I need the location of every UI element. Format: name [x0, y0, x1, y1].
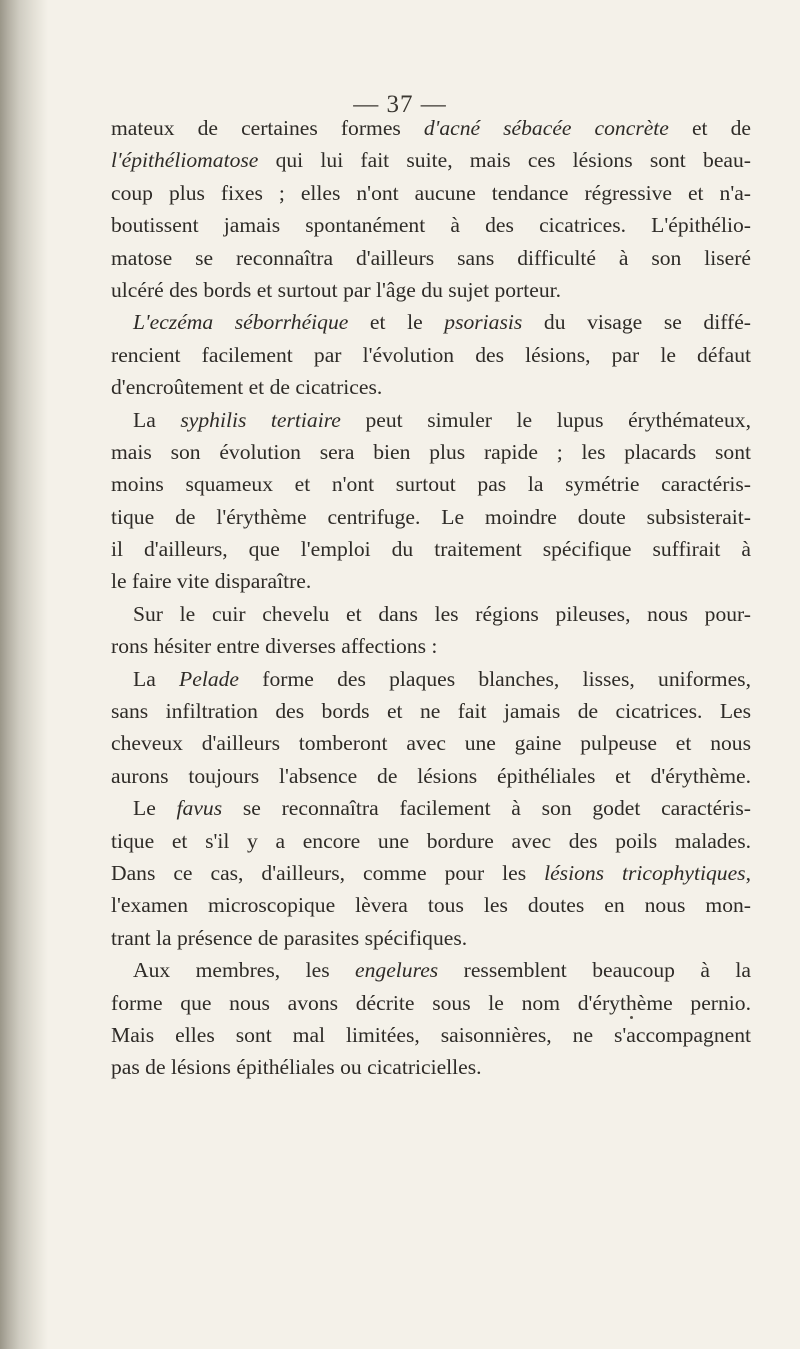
- text-line: [111, 501, 751, 533]
- text-run: Le: [133, 796, 177, 821]
- italic-term: lésions tricophytiques: [544, 860, 746, 885]
- text-line: [111, 371, 751, 403]
- text-line: [111, 436, 751, 468]
- text-run: Dans ce cas, d'ailleurs, comme pour les: [111, 860, 545, 885]
- text-run: Sur le cuir chevelu et dans les régions pileuses, nous pour-: [133, 601, 751, 626]
- text-line: [111, 760, 751, 792]
- book-spine-shadow: [0, 0, 48, 1349]
- body-text: [111, 112, 751, 1084]
- ink-speck: [630, 1016, 633, 1019]
- text-line: [111, 922, 751, 954]
- text-run: aurons toujours l'absence de lésions épithéliales et d'érythème.: [111, 763, 751, 788]
- text-run: se reconnaîtra facilement à son godet caractéris-: [222, 796, 751, 821]
- text-run: rons hésiter entre diverses affections :: [111, 634, 438, 659]
- italic-term: l'épithéliomatose: [111, 148, 259, 173]
- text-run: peut simuler le lupus érythémateux,: [340, 407, 751, 432]
- text-run: l'examen microscopique lèvera tous les doutes en nous mon-: [111, 893, 751, 918]
- text-line: [111, 1051, 751, 1083]
- text-run: rencient facilement par l'évolution des lésions, par le défaut: [111, 342, 751, 367]
- text-line: [111, 565, 751, 597]
- text-line: [111, 468, 751, 500]
- text-line: [111, 112, 751, 144]
- text-run: mais son évolution sera bien plus rapide ; les placards sont: [111, 439, 751, 464]
- text-run: il d'ailleurs, que l'emploi du traitement spécifique suffirait à: [111, 537, 751, 562]
- text-run: du visage se diffé-: [522, 310, 751, 335]
- text-line: [111, 242, 751, 274]
- text-line: [111, 792, 751, 824]
- text-line: [111, 306, 751, 338]
- text-run: et le: [348, 310, 445, 335]
- italic-term: Pelade: [179, 666, 239, 691]
- text-line: [111, 857, 751, 889]
- italic-term: d'acné sébacée concrète: [423, 116, 669, 140]
- text-line: [111, 825, 751, 857]
- text-run: forme que nous avons décrite sous le nom d'érythème pernio.: [111, 990, 751, 1015]
- text-line: [111, 598, 751, 630]
- italic-term: L'eczéma séborrhéique: [133, 310, 349, 335]
- text-run: Mais elles sont mal limitées, saisonnières, ne s'accompagnent: [111, 1022, 751, 1047]
- text-line: [111, 630, 751, 662]
- text-line: [111, 695, 751, 727]
- text-line: [111, 533, 751, 565]
- text-run: mateux de certaines formes: [111, 116, 424, 140]
- text-run: boutissent jamais spontanément à des cicatrices. L'épithélio-: [111, 213, 751, 238]
- italic-term: favus: [176, 796, 223, 821]
- italic-term: psoriasis: [444, 310, 523, 335]
- text-line: [111, 274, 751, 306]
- text-line: [111, 404, 751, 436]
- text-run: coup plus fixes ; elles n'ont aucune tendance régressive et n'a-: [111, 180, 751, 205]
- text-run: moins squameux et n'ont surtout pas la symétrie caractéris-: [111, 472, 751, 497]
- text-line: [111, 954, 751, 986]
- text-line: [111, 987, 751, 1019]
- italic-term: syphilis tertiaire: [180, 407, 341, 432]
- text-run: Aux membres, les: [133, 958, 356, 983]
- text-line: [111, 144, 751, 176]
- text-run: ressemblent beaucoup à la: [438, 958, 752, 983]
- text-run: tique et s'il y a encore une bordure avec des poils malades.: [111, 828, 751, 853]
- text-run: La: [133, 666, 180, 691]
- text-run: tique de l'érythème centrifuge. Le moindre doute subsisterait-: [111, 504, 751, 529]
- text-line: [111, 339, 751, 371]
- text-run: le faire vite disparaître.: [111, 569, 312, 594]
- text-run: matose se reconnaîtra d'ailleurs sans difficulté à son liseré: [111, 245, 751, 270]
- text-run: ulcéré des bords et surtout par l'âge du sujet porteur.: [111, 277, 562, 302]
- italic-term: engelures: [355, 958, 439, 983]
- text-run: sans infiltration des bords et ne fait jamais de cicatrices. Les: [111, 699, 751, 724]
- text-line: [111, 663, 751, 695]
- text-line: [111, 177, 751, 209]
- text-run: La: [133, 407, 181, 432]
- text-line: [111, 209, 751, 241]
- text-run: qui lui fait suite, mais ces lésions sont beau-: [258, 148, 751, 173]
- text-line: [111, 889, 751, 921]
- text-run: forme des plaques blanches, lisses, uniformes,: [239, 666, 751, 691]
- text-run: pas de lésions épithéliales ou cicatricielles.: [111, 1055, 482, 1080]
- text-run: trant la présence de parasites spécifiques.: [111, 925, 468, 950]
- text-line: [111, 727, 751, 759]
- text-run: et de: [668, 116, 751, 140]
- text-run: cheveux d'ailleurs tomberont avec une gaine pulpeuse et nous: [111, 731, 751, 756]
- text-run: d'encroûtement et de cicatrices.: [111, 375, 383, 400]
- text-run: ,: [745, 860, 751, 885]
- page-number: — 37 —: [353, 91, 447, 118]
- text-line: [111, 1019, 751, 1051]
